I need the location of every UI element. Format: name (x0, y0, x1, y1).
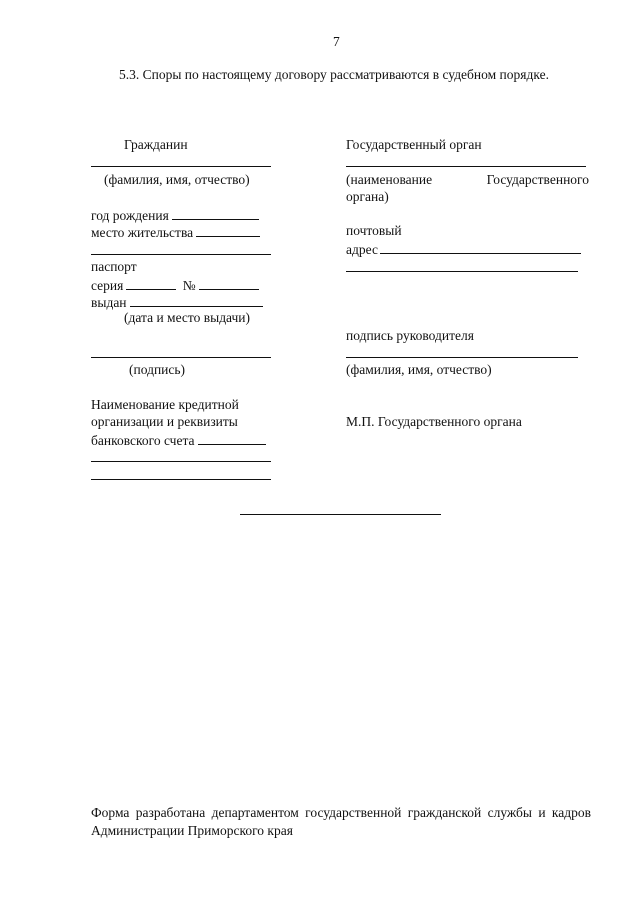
birth-year-label: год рождения (91, 208, 169, 223)
bank-label-line2: организации и реквизиты (91, 414, 238, 429)
stamp-label: М.П. Государственного органа (346, 414, 522, 429)
citizen-heading: Гражданин (124, 137, 188, 152)
postal-address-row (346, 239, 581, 259)
citizen-signature-line[interactable] (91, 357, 271, 358)
residence-label: место жительства (91, 225, 194, 240)
bank-details-line1[interactable] (91, 461, 271, 462)
head-signature-line[interactable] (346, 357, 578, 358)
citizen-name-line[interactable] (91, 166, 271, 167)
bank-label-line3: банковского счета (91, 433, 195, 448)
postal-address-line2[interactable] (346, 271, 578, 272)
residence-field-line2[interactable] (91, 254, 271, 255)
postal-label-line1: почтовый (346, 223, 402, 238)
authority-name-line[interactable] (346, 166, 586, 167)
postal-label-line2: адрес (346, 242, 378, 257)
clause-5-3: 5.3. Споры по настоящему договору рассматриваются в судебном порядке. (119, 67, 549, 82)
section-separator (240, 514, 441, 515)
page-number: 7 (333, 34, 340, 49)
issued-label: выдан (91, 295, 127, 310)
bank-account-field[interactable] (198, 430, 266, 445)
authority-heading: Государственный орган (346, 137, 482, 152)
authority-name-caption-right: Государственного (486, 172, 589, 187)
series-label: серия (91, 278, 124, 293)
bank-label-line1: Наименование кредитной (91, 397, 239, 412)
residence-row (91, 222, 260, 242)
authority-name-caption-left: (наименование (346, 172, 433, 187)
birth-year-field[interactable] (172, 205, 259, 220)
residence-field[interactable] (196, 222, 260, 237)
head-signature-label: подпись руководителя (346, 328, 474, 343)
bank-account-row (91, 430, 266, 450)
signature-caption: (подпись) (129, 362, 186, 377)
series-field[interactable] (126, 275, 176, 290)
postal-address-field[interactable] (380, 239, 581, 254)
head-name-caption: (фамилия, имя, отчество) (346, 362, 492, 377)
authority-name-caption-line2: органа) (346, 189, 389, 204)
citizen-name-caption: (фамилия, имя, отчество) (104, 172, 250, 187)
issue-caption: (дата и место выдачи) (124, 310, 251, 325)
number-label: № (182, 278, 196, 293)
number-field[interactable] (199, 275, 259, 290)
authority-name-caption (346, 171, 589, 189)
passport-label: паспорт (91, 259, 137, 274)
issued-field[interactable] (130, 292, 263, 307)
bank-details-line2[interactable] (91, 479, 271, 480)
footer-note: Форма разработана департаментом государственной гражданской службы и кадров Администрации Приморского края (91, 805, 591, 838)
